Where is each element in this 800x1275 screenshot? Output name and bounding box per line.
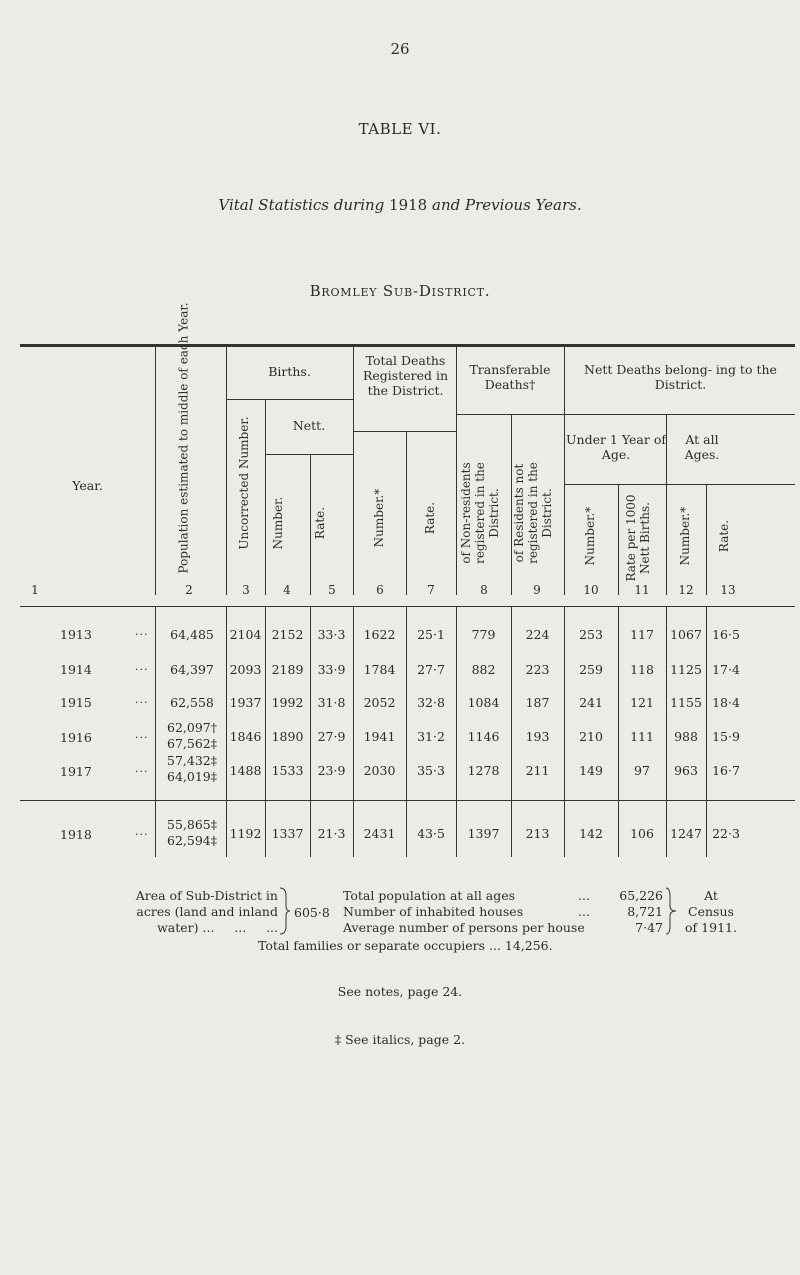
column-number: 2 <box>185 583 193 597</box>
header-nett-deaths: Nett Deaths belong- ing to the District. <box>584 362 777 392</box>
families-dots: ... <box>488 938 501 953</box>
row-under1-rate: 111 <box>630 729 654 744</box>
vline <box>618 485 619 595</box>
column-number: 3 <box>242 583 250 597</box>
row-population <box>160 817 224 849</box>
row-births-number: 1533 <box>271 763 304 778</box>
census-value: 7·47 <box>635 920 663 935</box>
population-line: 55,865‡ <box>167 817 217 832</box>
families-value: 14,256. <box>504 938 553 953</box>
census-label: Total population at all ages <box>343 888 516 903</box>
row-deaths-rate: 35·3 <box>417 763 445 778</box>
families-line <box>258 938 553 954</box>
hline <box>564 484 795 485</box>
row-allages-rate: 18·4 <box>712 695 740 710</box>
area-label-line: acres (land and inland <box>136 904 278 919</box>
row-allages-rate: 16·7 <box>712 763 740 778</box>
row-deaths-number: 1622 <box>363 627 396 642</box>
row-births-rate: 23·9 <box>317 763 346 778</box>
population-line: 62,594‡ <box>167 833 217 848</box>
row-births-number: 2152 <box>271 627 304 642</box>
row-deaths-number: 1941 <box>363 729 396 744</box>
leader-dots: ... <box>135 660 149 673</box>
table-title: TABLE VI. <box>358 120 442 138</box>
row-births-rate: 33·3 <box>317 627 346 642</box>
row-births-number: 1992 <box>271 695 304 710</box>
row-under1-number: 142 <box>579 826 603 841</box>
census-row <box>343 920 663 936</box>
leader-dots: ... <box>135 825 149 838</box>
column-number: 10 <box>583 583 599 597</box>
families-label: Total families or separate occupiers <box>258 938 485 953</box>
census-label: Average number of persons per house <box>343 920 585 935</box>
row-allages-number: 1247 <box>670 826 702 841</box>
row-uncorrected: 2104 <box>229 627 262 642</box>
column-number: 6 <box>376 583 384 597</box>
row-allages-rate: 15·9 <box>712 729 740 744</box>
top-rule <box>20 344 795 347</box>
census-note-line: of 1911. <box>685 920 737 935</box>
header-at-all-ages: At all Ages. <box>684 432 720 462</box>
row-population: 64,485 <box>170 627 214 642</box>
subtitle-part1: Vital Statistics during <box>218 196 385 214</box>
row-residents-not: 223 <box>525 662 550 677</box>
header-nett: Nett. <box>292 418 326 433</box>
hline <box>353 431 456 432</box>
leader-dots: ... <box>135 762 149 775</box>
header-deaths-rate: Rate. <box>423 501 437 535</box>
district-title: Bromley Sub-District. <box>309 282 491 300</box>
row-non-residents: 1146 <box>467 729 500 744</box>
header-under-1: Under 1 Year of Age. <box>566 432 666 462</box>
row-deaths-rate: 27·7 <box>417 662 445 677</box>
row-allages-number: 963 <box>674 763 698 778</box>
row-under1-number: 259 <box>579 662 603 677</box>
row-residents-not: 224 <box>525 627 550 642</box>
column-number: 1 <box>31 583 39 597</box>
column-number: 7 <box>427 583 435 597</box>
area-label <box>88 888 278 936</box>
census-value: 8,721 <box>627 904 663 919</box>
census-note-line: At <box>704 888 718 903</box>
row-deaths-number: 2052 <box>363 695 396 710</box>
column-number: 13 <box>720 583 736 597</box>
row-non-residents: 1278 <box>467 763 500 778</box>
census-note <box>676 888 746 936</box>
header-year: Year. <box>72 478 103 493</box>
header-deaths-number: Number.* <box>372 488 386 548</box>
leader-dots: ... <box>135 693 149 706</box>
hline <box>265 454 353 455</box>
row-residents-not: 193 <box>525 729 550 744</box>
row-residents-not: 213 <box>525 826 550 841</box>
row-year: 1916 <box>60 730 92 745</box>
row-under1-rate: 117 <box>630 627 654 642</box>
census-dots: ... <box>578 904 590 919</box>
header-transferable-deaths: Transferable Deaths† <box>469 362 551 392</box>
page-number: 26 <box>390 40 410 58</box>
column-number: 12 <box>678 583 694 597</box>
header-allages-rate: Rate. <box>717 519 731 553</box>
row-allages-rate: 17·4 <box>712 662 740 677</box>
population-line: 62,097† <box>167 720 217 735</box>
column-number: 5 <box>328 583 336 597</box>
header-nett-number: Number. <box>271 496 285 550</box>
italics-reference: ‡ See italics, page 2. <box>334 1032 466 1047</box>
population-line: 64,019‡ <box>167 769 217 784</box>
header-non-residents: of Non-residents registered in the District. <box>459 462 501 564</box>
row-under1-number: 241 <box>579 695 603 710</box>
row-deaths-rate: 43·5 <box>417 826 445 841</box>
row-population: 64,397 <box>170 662 214 677</box>
vline <box>155 347 156 595</box>
row-under1-number: 149 <box>579 763 603 778</box>
vline <box>706 485 707 595</box>
row-deaths-number: 1784 <box>363 662 396 677</box>
row-uncorrected: 1488 <box>229 763 262 778</box>
row-deaths-number: 2030 <box>363 763 396 778</box>
column-number: 9 <box>533 583 541 597</box>
row-year: 1914 <box>60 662 92 677</box>
row-year: 1918 <box>60 827 92 842</box>
row-population <box>160 720 224 752</box>
census-value: 65,226 <box>619 888 663 903</box>
vline <box>564 347 565 595</box>
row-uncorrected: 1846 <box>229 729 262 744</box>
row-uncorrected: 1937 <box>229 695 262 710</box>
row-population <box>160 753 224 785</box>
row-allages-number: 1125 <box>670 662 702 677</box>
header-bottom-rule <box>20 606 795 607</box>
area-label-line: Area of Sub-District in <box>135 888 278 903</box>
column-number: 11 <box>634 583 650 597</box>
vline <box>226 347 227 595</box>
row-under1-rate: 97 <box>634 763 650 778</box>
row-year: 1915 <box>60 695 92 710</box>
column-number: 4 <box>283 583 291 597</box>
leader-dots: ... <box>135 728 149 741</box>
header-under1-number: Number.* <box>583 506 597 566</box>
population-line: 57,432‡ <box>167 753 217 768</box>
row-under1-rate: 118 <box>630 662 654 677</box>
vline <box>406 432 407 595</box>
row-non-residents: 882 <box>471 662 496 677</box>
vline <box>310 455 311 595</box>
row-residents-not: 211 <box>525 763 550 778</box>
row-under1-rate: 121 <box>630 695 654 710</box>
row-deaths-number: 2431 <box>363 826 396 841</box>
row-births-number: 1337 <box>271 826 304 841</box>
area-value: 605·8 <box>294 905 330 920</box>
row-non-residents: 779 <box>471 627 496 642</box>
area-label-line: water) ... ... ... <box>157 920 278 935</box>
row-deaths-rate: 25·1 <box>417 627 445 642</box>
subtitle-year: 1918 <box>389 196 428 214</box>
census-dots: ... <box>578 888 590 903</box>
census-row <box>343 904 663 920</box>
header-population-text: Population estimated to middle of each Year. <box>176 302 191 574</box>
row-births-number: 2189 <box>271 662 304 677</box>
census-list <box>343 888 663 936</box>
row-residents-not: 187 <box>525 695 550 710</box>
hline <box>226 399 353 400</box>
vline <box>666 415 667 595</box>
hline <box>456 414 564 415</box>
row-non-residents: 1397 <box>467 826 500 841</box>
row-allages-number: 1155 <box>670 695 702 710</box>
census-row <box>343 888 663 904</box>
table-subtitle <box>0 196 800 214</box>
subtitle-part2: and Previous Years. <box>432 196 582 214</box>
row-under1-rate: 106 <box>630 826 654 841</box>
column-number: 8 <box>480 583 488 597</box>
row-non-residents: 1084 <box>467 695 500 710</box>
hline <box>564 414 795 415</box>
row-births-rate: 27·9 <box>317 729 346 744</box>
row-deaths-rate: 32·8 <box>417 695 445 710</box>
row-allages-number: 988 <box>674 729 698 744</box>
row-uncorrected: 2093 <box>229 662 262 677</box>
header-births: Births. <box>268 364 311 379</box>
leader-dots: ... <box>135 625 149 638</box>
row-allages-rate: 16·5 <box>712 627 740 642</box>
header-allages-number: Number.* <box>678 506 692 566</box>
row-births-rate: 21·3 <box>317 826 346 841</box>
row-uncorrected: 1192 <box>229 826 262 841</box>
census-note-line: Census <box>688 904 734 919</box>
row-births-rate: 31·8 <box>317 695 346 710</box>
row-allages-number: 1067 <box>670 627 702 642</box>
header-rate-per-1000: Rate per 1000 Nett Births. <box>624 494 652 582</box>
notes-reference: See notes, page 24. <box>337 984 463 999</box>
row-births-number: 1890 <box>271 729 304 744</box>
census-label: Number of inhabited houses <box>343 904 524 919</box>
row-year: 1917 <box>60 764 92 779</box>
row-deaths-rate: 31·2 <box>417 729 445 744</box>
row-under1-number: 253 <box>579 627 603 642</box>
header-nett-rate: Rate. <box>313 506 327 540</box>
header-population <box>176 302 207 574</box>
row-year: 1913 <box>60 627 92 642</box>
header-residents-not: of Residents not registered in the District. <box>512 462 554 564</box>
row-births-rate: 33·9 <box>317 662 346 677</box>
brace-icon <box>278 886 292 936</box>
header-uncorrected-number: Uncorrected Number. <box>237 416 251 550</box>
header-total-deaths: Total Deaths Registered in the District. <box>362 353 449 398</box>
population-line: 67,562‡ <box>167 736 217 751</box>
row-population: 62,558 <box>170 695 214 710</box>
row-allages-rate: 22·3 <box>712 826 740 841</box>
row-under1-number: 210 <box>579 729 603 744</box>
vline <box>155 607 156 857</box>
separator-1918 <box>20 800 795 801</box>
vline <box>353 347 354 595</box>
